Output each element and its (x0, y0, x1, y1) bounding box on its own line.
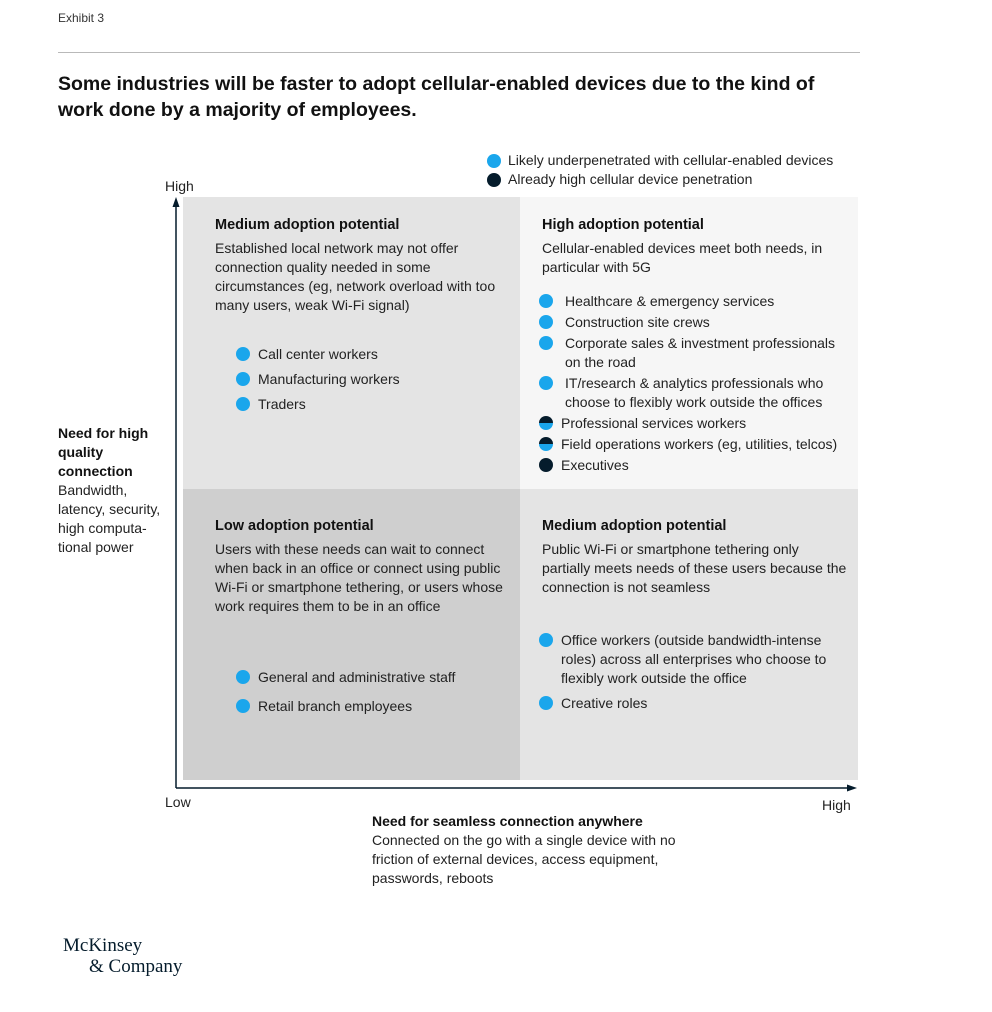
item-label: Field operations workers (eg, utilities, telcos) (561, 436, 838, 452)
legend-label: Already high cellular device penetration (508, 171, 753, 187)
light-blue-dot-icon (539, 696, 553, 710)
list-item (236, 395, 506, 414)
quadrant-item-list (236, 345, 506, 414)
half-dark-half-blue-dot-icon (539, 437, 553, 451)
quadrant-description: Cellular-enabled devices meet both needs, in particular with 5G (542, 240, 823, 275)
exhibit-label: Exhibit 3 (58, 11, 105, 25)
item-label: Corporate sales & investment professionals on the road (565, 335, 836, 370)
list-item (236, 345, 506, 364)
list-item (539, 374, 854, 412)
list-item (539, 694, 854, 713)
quadrant-heading: Low adoption potential (215, 518, 374, 534)
quadrant-heading: Medium adoption potential (542, 518, 727, 534)
light-blue-dot-icon (236, 699, 250, 713)
list-item (236, 697, 506, 716)
light-blue-dot-icon (236, 372, 250, 386)
quadrant-heading: Medium adoption potential (215, 217, 400, 233)
x-axis-title (372, 812, 692, 888)
list-item (539, 456, 854, 475)
item-label: Executives (561, 457, 629, 473)
list-item (539, 292, 854, 311)
item-label: General and administrative staff (258, 669, 456, 685)
item-label: Manufacturing workers (258, 371, 400, 387)
logo-line-2: & Company (89, 956, 183, 977)
x-axis-arrow-icon (847, 785, 857, 792)
half-dark-half-blue-dot-icon (539, 416, 553, 430)
list-item (539, 631, 854, 688)
x-axis-high-label: High (822, 797, 851, 813)
light-blue-dot-icon (236, 347, 250, 361)
x-axis-subtitle: Connected on the go with a single device with no friction of external devices, access equipment, passwords, reboots (372, 832, 676, 886)
light-blue-dot-icon (236, 397, 250, 411)
y-axis-high-label: High (165, 178, 194, 194)
item-label: Call center workers (258, 346, 378, 362)
y-axis-title-text: Need for high quality connection (58, 425, 149, 479)
light-blue-dot-icon (236, 670, 250, 684)
item-label: Creative roles (561, 695, 648, 711)
page-title: Some industries will be faster to adopt cellular-enabled devices due to the kind of work done by a majority of employees. (58, 73, 815, 121)
item-label: Healthcare & emergency services (565, 293, 775, 309)
y-axis-arrow-icon (173, 197, 180, 207)
list-item (236, 370, 506, 389)
legend-label: Likely underpenetrated with cellular-enabled devices (508, 152, 834, 168)
list-item (539, 313, 854, 332)
quadrant-description: Established local network may not offer connection quality needed in some circumstances (eg, network overload with too many users, weak Wi-Fi signal) (215, 240, 496, 313)
quadrant-item-list (539, 292, 854, 475)
item-label: Professional services workers (561, 415, 747, 431)
logo-line-1: McKinsey (63, 935, 143, 956)
item-label: Office workers (outside bandwidth-intense roles) across all enterprises who choose to flexibly work outside the office (561, 632, 827, 686)
light-blue-dot-icon (539, 633, 553, 647)
x-axis-title-text: Need for seamless connection anywhere (372, 813, 643, 829)
light-blue-dot-icon (539, 294, 553, 308)
quadrant-heading: High adoption potential (542, 217, 704, 233)
y-axis-subtitle: Bandwidth, latency, security, high computa-tional power (58, 482, 161, 555)
item-label: Traders (258, 396, 306, 412)
y-axis-title (58, 424, 173, 557)
light-blue-dot-icon (539, 376, 553, 390)
list-item (236, 668, 506, 687)
item-label: IT/research & analytics professionals who choose to flexibly work outside the offices (565, 375, 824, 410)
list-item (539, 414, 854, 433)
mckinsey-logo (63, 935, 182, 977)
quadrant-item-list (539, 631, 854, 713)
light-blue-dot-icon (539, 336, 553, 350)
quadrant-description: Public Wi-Fi or smartphone tethering only partially meets needs of these users because the connection is not seamless (542, 541, 847, 595)
item-label: Retail branch employees (258, 698, 413, 714)
dark-navy-dot-icon (539, 458, 553, 472)
quadrant-description: Users with these needs can wait to connect when back in an office or connect using public Wi-Fi or smartphone tethering, or users whose work requires them to be in an office (215, 541, 503, 614)
item-label: Construction site crews (565, 314, 710, 330)
axis-low-label: Low (165, 794, 191, 810)
quadrant-item-list (236, 668, 506, 716)
list-item (539, 435, 854, 454)
list-item (539, 334, 854, 372)
light-blue-dot-icon (539, 315, 553, 329)
